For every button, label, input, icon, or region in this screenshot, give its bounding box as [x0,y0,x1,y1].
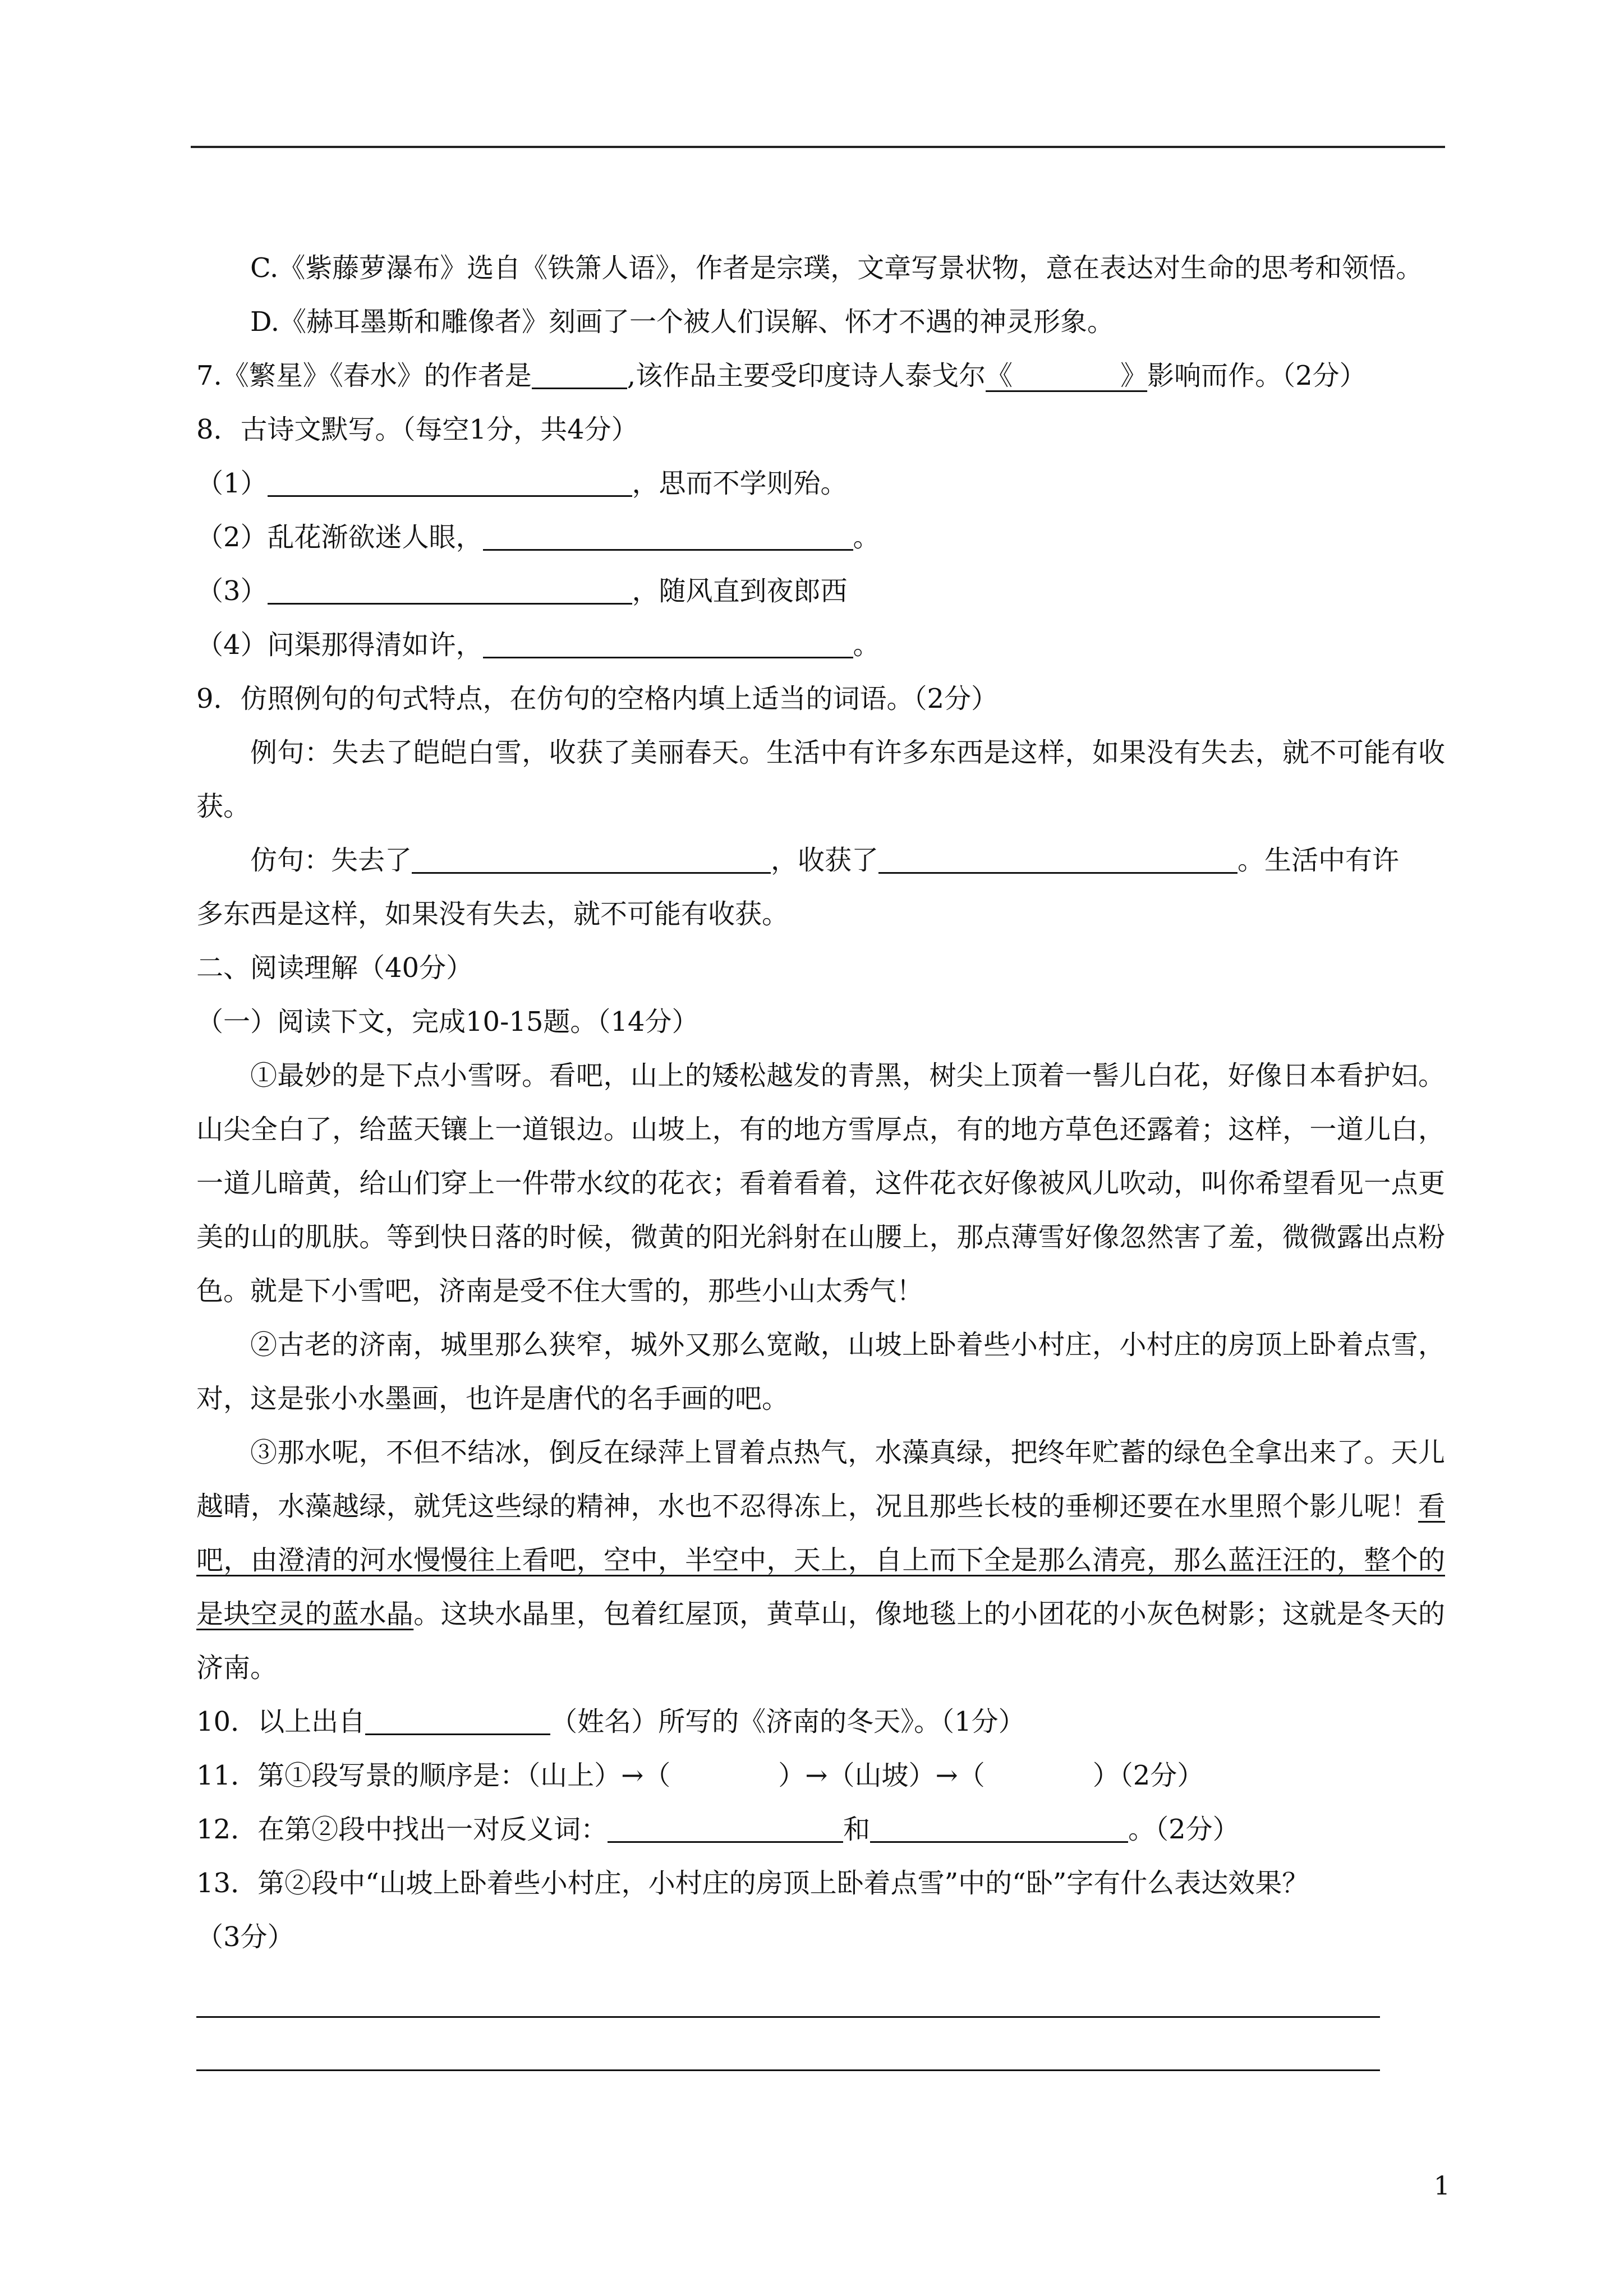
question-13: 13．第②段中“山坡上卧着些小村庄，小村庄的房顶上卧着点雪”中的“卧”字有什么表达效果？ [196,1868,1309,1899]
answer-blank[interactable] [870,1814,1128,1843]
answer-blank[interactable] [483,630,853,658]
question-8-4: （4）问渠那得清如许， 。 [196,629,880,661]
section-2-heading: 二、阅读理解（40分） [196,952,473,984]
part-1-heading: （一）阅读下文，完成10-15题。（14分） [196,1006,699,1038]
question-8-2: （2）乱花渐欲迷人眼， 。 [196,522,880,553]
option-c: C.《紫藤萝瀑布》选自《铁箫人语》，作者是宗璞，文章写景状物，意在表达对生命的思考和领悟。 [250,252,1423,284]
question-9: 9．仿照例句的句式特点，在仿句的空格内填上适当的词语。（2分） [196,683,999,714]
passage-paragraph-1: ①最妙的是下点小雪呀。看吧，山上的矮松越发的青黑，树尖上顶着一髻儿白花，好像日本看护妇。山尖全白了，给蓝天镶上一道银边。山坡上，有的地方雪厚点，有的地方草色还露着；这样，一道儿白，一道儿暗黄，给山们穿上一件带水纹的花衣；看着看着，这件花衣好像被风儿吹动，叫你希望看见一点更美的山的肌肤。等到快日落的时候，微黄的阳光斜射在山腰上，那点薄雪好像忽然害了羞，微微露出点粉色。就是下小雪吧，济南是受不住大雪的，那些小山太秀气！ [196,1060,1445,1307]
passage-paragraph-2: ②古老的济南，城里那么狭窄，城外又那么宽敞，山坡上卧着些小村庄，小村庄的房顶上卧着点雪，对，这是张小水墨画，也许是唐代的名手画的吧。 [196,1329,1445,1414]
question-11: 11．第①段写景的顺序是：（山上）→（ ）→（山坡）→（ ）（2分） [196,1760,1204,1791]
underlined-sentence: 看吧，由澄清的河水慢慢往上看吧，空中，半空中，天上，自上而下全是那么清亮，那么蓝汪汪的，整个的是块空灵的蓝水晶 [196,1491,1445,1630]
example-sentence: 例句：失去了皑皑白雪，收获了美丽春天。生活中有许多东西是这样，如果没有失去，就不可能有收获。 [196,737,1445,822]
question-8: 8．古诗文默写。（每空1分，共4分） [196,414,638,445]
answer-blank[interactable] [412,845,771,874]
question-10: 10．以上出自 （姓名）所写的《济南的冬天》。（1分） [196,1706,1025,1737]
page-number: 1 [1433,2170,1450,2201]
answer-blank[interactable] [878,845,1237,874]
question-12: 12．在第②段中找出一对反义词： 和 。（2分） [196,1814,1240,1845]
question-13-score: （3分） [196,1921,295,1953]
question-8-3: （3） ，随风直到夜郎西 [196,575,848,607]
exam-content [196,241,1445,1964]
passage-paragraph-3: ③那水呢，不但不结冰，倒反在绿萍上冒着点热气，水藻真绿，把终年贮蓄的绿色全拿出来了。天儿越晴，水藻越绿，就凭这些绿的精神，水也不忍得冻上，况且那些长枝的垂柳还要在水里照个影儿呢！看吧，由澄清的河水慢慢往上看吧，空中，半空中，天上，自上而下全是那么清亮，那么蓝汪汪的，整个的是块空灵的蓝水晶。这块水晶里，包着红屋顶，黄草山，像地毯上的小团花的小灰色树影；这就是冬天的济南。 [196,1437,1445,1684]
question-8-1: （1） ，思而不学则殆。 [196,468,848,499]
answer-blank[interactable] [268,468,632,497]
answer-blank[interactable] [483,522,853,551]
book-title-blank[interactable]: 《 》 [986,360,1148,391]
answer-line[interactable] [196,2069,1380,2071]
question-7: 7.《繁星》《春水》的作者是 ,该作品主要受印度诗人泰戈尔《 》影响而作。（2分） [196,360,1367,391]
imitation-sentence-cont: 多东西是这样，如果没有失去，就不可能有收获。 [196,898,789,930]
option-d: D.《赫耳墨斯和雕像者》刻画了一个被人们误解、怀才不遇的神灵形象。 [250,306,1115,338]
imitation-sentence: 仿句：失去了 ，收获了 。生活中有许 [250,845,1400,876]
answer-line[interactable] [196,2016,1380,2018]
answer-blank[interactable] [268,576,632,605]
header-rule [191,146,1445,148]
answer-blank[interactable] [608,1814,843,1843]
answer-blank[interactable] [365,1707,550,1735]
answer-blank[interactable] [532,361,627,389]
